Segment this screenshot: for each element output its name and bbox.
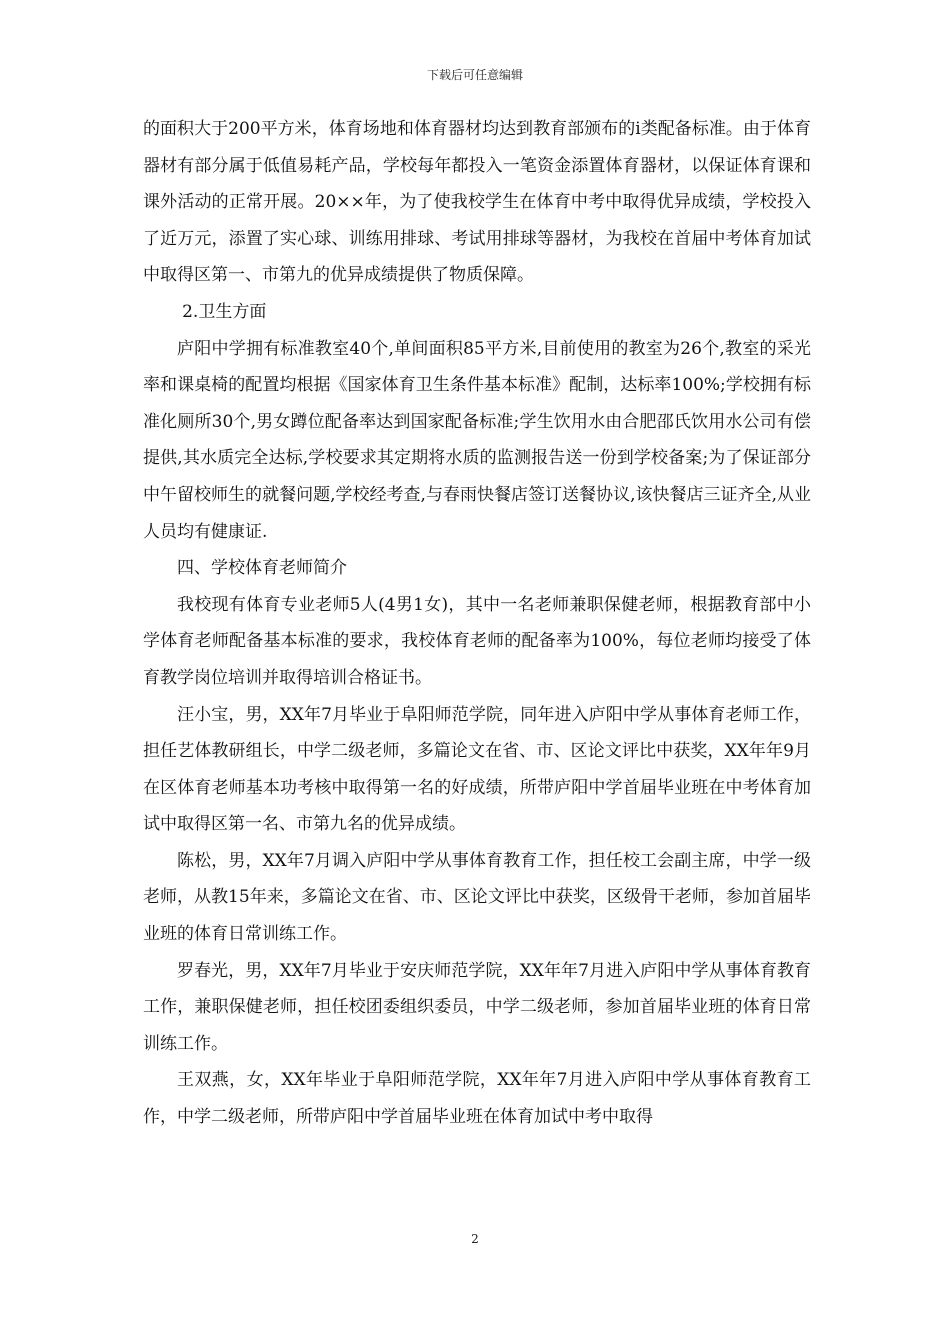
page-header: 下载后可任意编辑 bbox=[426, 68, 523, 82]
paragraph-equipment: 的面积大于200平方米，体育场地和体育器材均达到教育部颁布的ⅰ类配备标准。由于体育器材有部分属于低值易耗产品，学校每年都投入一笔资金添置体育器材，以保证体育课和课外活动的正常开展。20××年，为了使我校学生在体育中考中取得优异成绩，学校投入了近万元，添置了实心球、训练用排球、考试用排球等器材，为我校在首届中考体育加试中取得区第一、市第九的优异成绩提供了物质保障。 bbox=[143, 119, 811, 286]
paragraph-teacher-luo-chunguang: 罗春光，男，XX年7月毕业于安庆师范学院，XX年年7月进入庐阳中学从事体育教育工作，兼职保健老师，担任校团委组织委员，中学二级老师，参加首届毕业班的体育日常训练工作。 bbox=[143, 960, 811, 1054]
section-heading-teachers: 四、学校体育老师简介 bbox=[177, 558, 347, 579]
paragraph-hygiene: 庐阳中学拥有标准教室40个,单间面积85平方米,目前使用的教室为26个,教室的采光率和课桌椅的配置均根据《国家体育卫生条件基本标准》配制，达标率100%;学校拥有标准化厕所30个,男女蹲位配备率达到国家配备标准;学生饮用水由合肥邵氏饮用水公司有偿提供,其水质完全达标,学校要求其定期将水质的监测报告送一份到学校备案;为了保证部分中午留校师生的就餐问题,学校经考查,与春雨快餐店签订送餐协议,该快餐店三证齐全,从业人员均有健康证. bbox=[143, 338, 811, 542]
document-body bbox=[143, 111, 811, 1136]
paragraph-teacher-wang-shuangyan: 王双燕，女，XX年毕业于阜阳师范学院，XX年年7月进入庐阳中学从事体育教育工作，中学二级老师，所带庐阳中学首届毕业班在体育加试中考中取得 bbox=[143, 1070, 811, 1128]
paragraph-teacher-wang-xiaobao: 汪小宝，男，XX年7月毕业于阜阳师范学院，同年进入庐阳中学从事体育老师工作，担任艺体教研组长，中学二级老师，多篇论文在省、市、区论文评比中获奖，XX年年9月在区体育老师基本功考核中取得第一名的好成绩，所带庐阳中学首届毕业班在中考体育加试中取得区第一名、市第九名的优异成绩。 bbox=[143, 704, 811, 835]
paragraph-teacher-chen-song: 陈松，男，XX年7月调入庐阳中学从事体育教育工作，担任校工会副主席，中学一级老师，从教15年来，多篇论文在省、市、区论文评比中获奖，区级骨干老师，参加首届毕业班的体育日常训练工作。 bbox=[143, 850, 811, 945]
section-heading-hygiene: 2.卫生方面 bbox=[182, 301, 267, 322]
page-number: 2 bbox=[471, 1232, 479, 1246]
paragraph-teachers-overview: 我校现有体育专业老师5人(4男1女)，其中一名老师兼职保健老师，根据教育部中小学体育老师配备基本标准的要求，我校体育老师的配备率为100%，每位老师均接受了体育教学岗位培训并取得培训合格证书。 bbox=[143, 594, 811, 688]
